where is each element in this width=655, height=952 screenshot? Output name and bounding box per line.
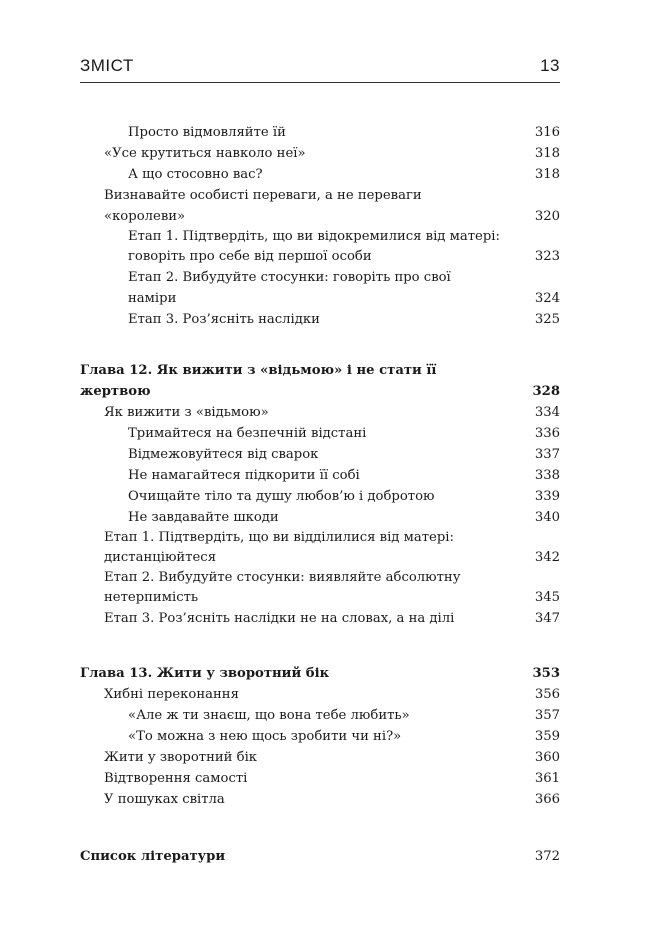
toc-entry-page: 338 xyxy=(534,468,560,483)
toc-entry-page: 366 xyxy=(534,792,560,807)
toc-entry-title: Етап 1. Підтвердіть, що ви відділилися від матері: дистанціюйтеся xyxy=(104,530,454,565)
toc-entry[interactable] xyxy=(80,528,560,568)
toc-entry-title: Хибні переконання xyxy=(104,687,239,702)
toc-entry[interactable] xyxy=(80,705,560,726)
toc-chapter-13[interactable] xyxy=(80,663,560,684)
toc-entry-page: 324 xyxy=(534,291,560,306)
toc-entry-page: 318 xyxy=(534,146,560,161)
toc-entry-title: Очищайте тіло та душу любов’ю і добротою xyxy=(128,489,435,504)
toc-entry[interactable] xyxy=(80,423,560,444)
toc-entry[interactable] xyxy=(80,789,560,810)
chapter-page: 353 xyxy=(532,666,560,681)
toc-entry-title: «Усе крутиться навколо неї» xyxy=(104,146,306,161)
page-number: 13 xyxy=(540,56,560,75)
chapter-title: Глава 13. Жити у зворотний бік xyxy=(80,666,330,681)
toc-chapter-12[interactable] xyxy=(80,360,560,402)
toc-entry[interactable] xyxy=(80,444,560,465)
toc-entry-page: 359 xyxy=(534,729,560,744)
toc-entry-title: Етап 3. Роз’ясніть наслідки не на словах, а на ділі xyxy=(104,611,455,626)
section-title: ЗМІСТ xyxy=(80,56,134,75)
toc-entry-title: Як вижити з «відьмою» xyxy=(104,405,269,420)
toc-entry[interactable] xyxy=(80,608,560,629)
toc-entry-title: Визнавайте особисті переваги, а не переваги «королеви» xyxy=(104,188,422,224)
toc-entry[interactable] xyxy=(80,568,560,608)
toc-entry-title: «То можна з нею щось зробити чи ні?» xyxy=(128,729,402,744)
toc-entry-title: Етап 1. Підтвердіть, що ви відокремилися від матері: говоріть про себе від першої особи xyxy=(128,229,500,264)
toc-entry-page: 339 xyxy=(534,489,560,504)
toc-entry-page: 325 xyxy=(534,312,560,327)
toc-entry-page: 357 xyxy=(534,708,560,723)
bibliography-page: 372 xyxy=(534,849,560,864)
toc-entry-page: 316 xyxy=(534,125,560,140)
toc-entry-title: А що стосовно вас? xyxy=(128,167,263,182)
toc-entry-page: 356 xyxy=(534,687,560,702)
toc-entry-title: Не завдавайте шкоди xyxy=(128,510,279,525)
toc-entry-page: 337 xyxy=(534,447,560,462)
toc-entry-page: 334 xyxy=(534,405,560,420)
toc-entry[interactable] xyxy=(80,267,560,309)
toc-entry-title: Відтворення самості xyxy=(104,771,248,786)
toc-entry[interactable] xyxy=(80,747,560,768)
table-of-contents xyxy=(80,122,560,867)
toc-entry-page: 340 xyxy=(534,510,560,525)
chapter-title: Глава 12. Як вижити з «відьмою» і не стати її жертвою xyxy=(80,363,437,399)
toc-entry-page: 336 xyxy=(534,426,560,441)
toc-entry-title: Не намагайтеся підкорити її собі xyxy=(128,468,360,483)
toc-entry-page: 361 xyxy=(534,771,560,786)
toc-entry-page: 345 xyxy=(534,590,560,605)
running-head xyxy=(80,52,560,83)
toc-entry[interactable] xyxy=(80,185,560,227)
toc-entry[interactable] xyxy=(80,227,560,267)
toc-entry-title: У пошуках світла xyxy=(104,792,225,807)
toc-entry-page: 347 xyxy=(534,611,560,626)
toc-entry-title: Етап 2. Вибудуйте стосунки: говоріть про свої наміри xyxy=(128,270,451,306)
toc-entry-title: Жити у зворотний бік xyxy=(104,750,258,765)
toc-entry[interactable] xyxy=(80,768,560,789)
toc-entry-page: 342 xyxy=(534,550,560,565)
toc-entry[interactable] xyxy=(80,684,560,705)
toc-entry[interactable] xyxy=(80,486,560,507)
toc-entry-page: 360 xyxy=(534,750,560,765)
toc-entry-title: Просто відмовляйте їй xyxy=(128,125,286,140)
toc-entry-title: Етап 3. Роз’ясніть наслідки xyxy=(128,312,320,327)
chapter-page: 328 xyxy=(532,384,560,399)
toc-bibliography[interactable] xyxy=(80,846,560,867)
toc-entry[interactable] xyxy=(80,122,560,143)
toc-entry-title: Відмежовуйтеся від сварок xyxy=(128,447,319,462)
toc-entry[interactable] xyxy=(80,726,560,747)
toc-entry[interactable] xyxy=(80,164,560,185)
toc-entry[interactable] xyxy=(80,402,560,423)
toc-entry[interactable] xyxy=(80,465,560,486)
toc-entry[interactable] xyxy=(80,309,560,330)
toc-entry-title: «Але ж ти знаєш, що вона тебе любить» xyxy=(128,708,410,723)
toc-entry-page: 323 xyxy=(534,249,560,264)
toc-entry[interactable] xyxy=(80,143,560,164)
toc-entry-page: 320 xyxy=(534,209,560,224)
toc-entry-title: Етап 2. Вибудуйте стосунки: виявляйте абсолютну нетерпимість xyxy=(104,570,461,605)
toc-entry-page: 318 xyxy=(534,167,560,182)
bibliography-title: Список літератури xyxy=(80,849,226,864)
toc-entry-title: Тримайтеся на безпечній відстані xyxy=(128,426,367,441)
toc-entry[interactable] xyxy=(80,507,560,528)
